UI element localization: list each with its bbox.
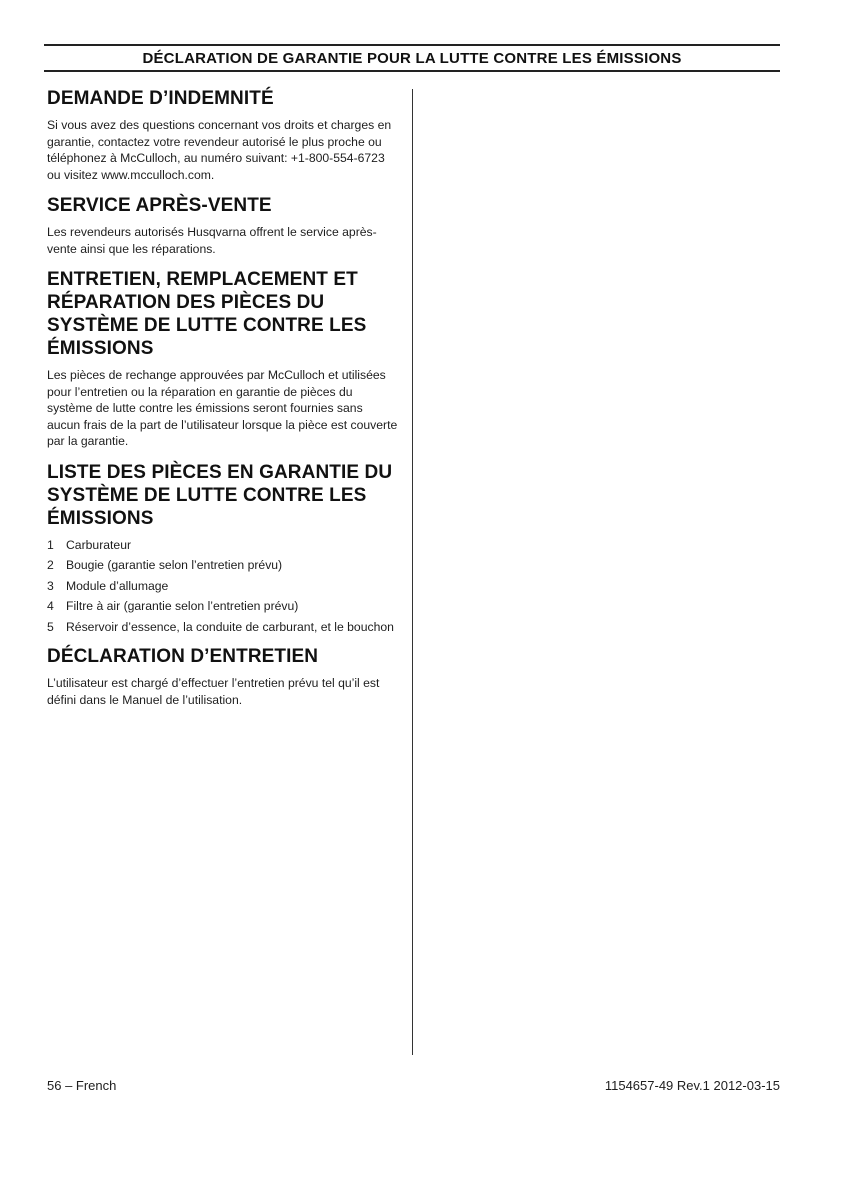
list-item-number: 1 (47, 537, 54, 552)
column-divider (412, 89, 413, 1055)
list-item (47, 578, 399, 595)
section-parts-list (47, 461, 399, 636)
section-text-maintenance: Les pièces de rechange approuvées par McCulloch et utilisées pour l’entretien ou la réparation en garantie de pièces du système de lutte contre les émissions seront fournies sans aucun frais de la part de l’utilisateur lorsque la pièce est couverte par la garantie. (47, 368, 398, 448)
list-item (47, 598, 399, 615)
list-item-text: Carburateur (66, 537, 132, 552)
section-heading-parts-list: LISTE DES PIÈCES EN GARANTIE DU SYSTÈME DE LUTTE CONTRE LES ÉMISSIONS (47, 461, 393, 529)
list-item-text: Module d’allumage (66, 578, 169, 593)
section-text-statement: L’utilisateur est chargé d’effectuer l’entretien prévu tel qu’il est défini dans le Manuel de l’utilisation. (47, 676, 380, 707)
page-header (44, 44, 780, 72)
section-heading-statement: DÉCLARATION D’ENTRETIEN (47, 646, 319, 667)
list-item-number: 5 (47, 619, 54, 634)
section-heading-service: SERVICE APRÈS-VENTE (47, 195, 272, 216)
list-item-text: Filtre à air (garantie selon l’entretien prévu) (66, 599, 299, 613)
page-number: 56 – French (47, 1078, 117, 1093)
list-item-number: 4 (47, 599, 54, 613)
list-item-number: 2 (47, 558, 54, 572)
left-column (47, 87, 399, 719)
list-item (47, 557, 399, 574)
list-item (47, 619, 399, 636)
page-title: DÉCLARATION DE GARANTIE POUR LA LUTTE CONTRE LES ÉMISSIONS (142, 49, 682, 67)
section-heading-maintenance: ENTRETIEN, REMPLACEMENT ET RÉPARATION DES PIÈCES DU SYSTÈME DE LUTTE CONTRE LES ÉMISSIONS (47, 269, 367, 359)
section-maintenance (47, 268, 399, 450)
parts-list (47, 537, 399, 636)
list-item-text: Bougie (garantie selon l’entretien prévu) (66, 558, 283, 572)
list-item-number: 3 (47, 578, 54, 593)
section-statement (47, 645, 399, 708)
section-service (47, 194, 399, 257)
section-claims (47, 87, 399, 183)
list-item (47, 537, 399, 554)
section-text-service: Les revendeurs autorisés Husqvarna offrent le service après-vente ainsi que les réparations. (47, 225, 377, 256)
section-text-claims: Si vous avez des questions concernant vos droits et charges en garantie, contactez votre revendeur autorisé le plus proche ou téléphonez à McCulloch, au numéro suivant: +1-800-554-6723 ou visitez www.mcculloch.com. (47, 118, 392, 182)
section-heading-claims: DEMANDE D’INDEMNITÉ (47, 88, 274, 109)
document-reference: 1154657-49 Rev.1 2012-03-15 (604, 1078, 780, 1093)
list-item-text: Réservoir d’essence, la conduite de carburant, et le bouchon (66, 619, 394, 634)
